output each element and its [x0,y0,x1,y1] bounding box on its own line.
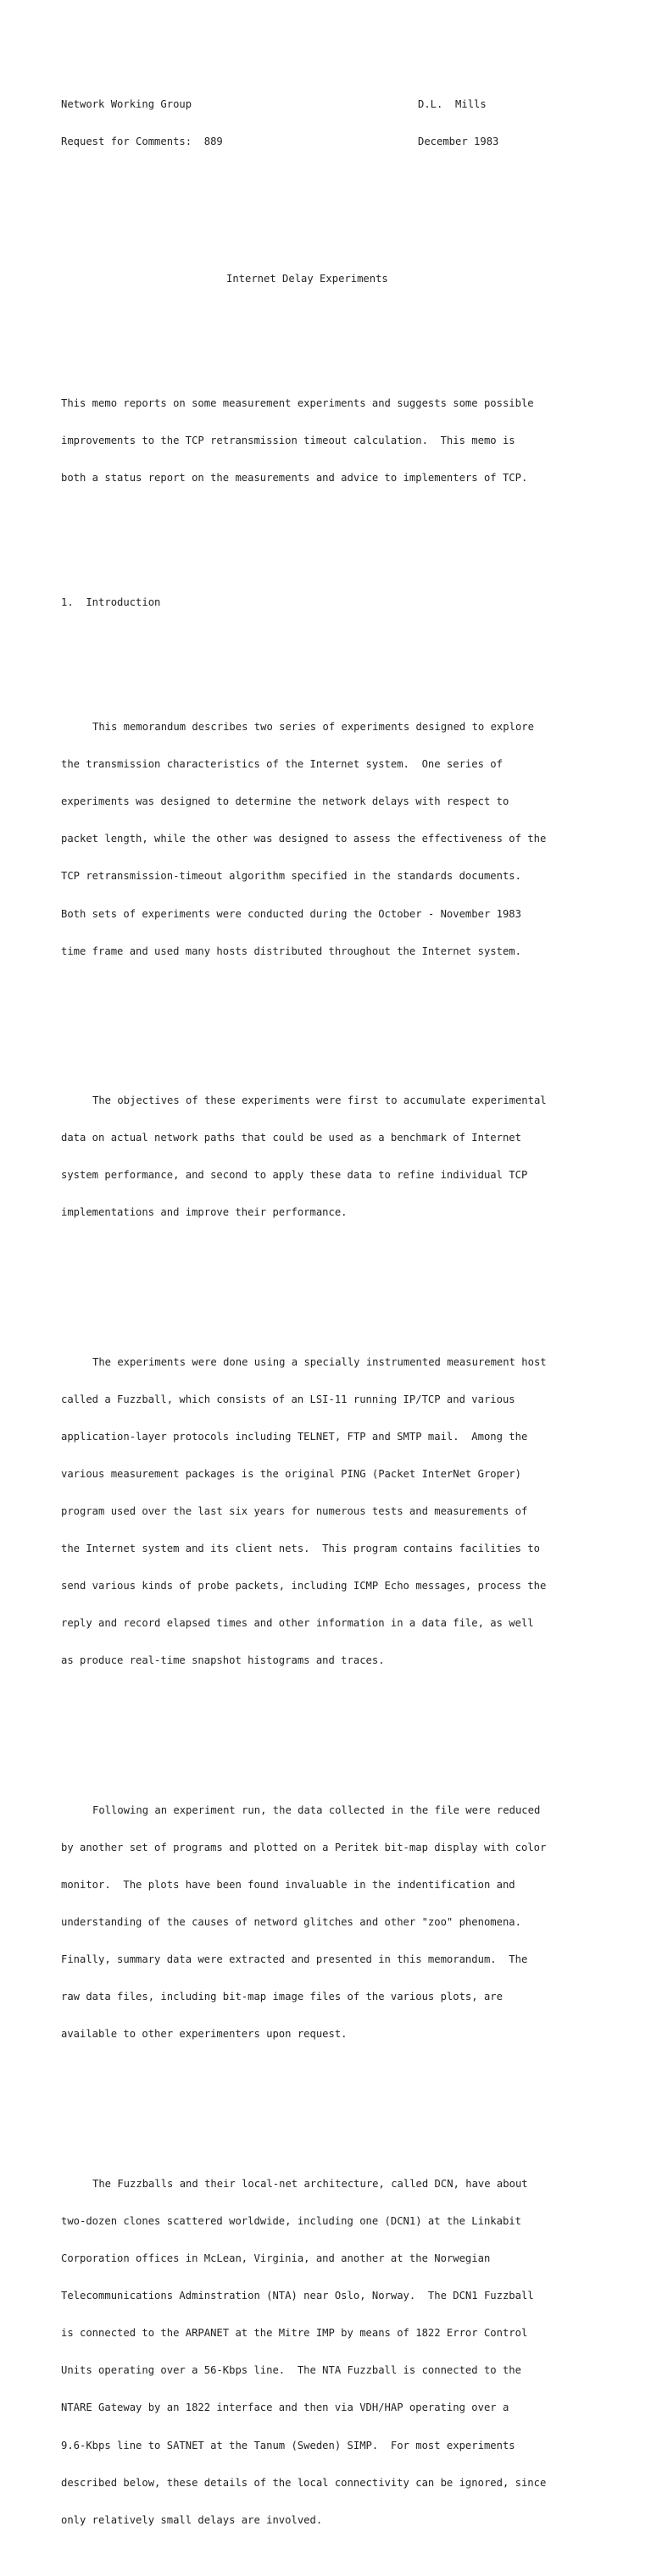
paragraph-4 [61,1779,587,2065]
text-line: Units operating over a 56-Kbps line. The NTA Fuzzball is connected to the [61,2364,521,2377]
spacer [61,2103,587,2116]
text-line: both a status report on the measurements and advice to implementers of TCP. [61,472,528,485]
text-line: The Fuzzballs and their local-net architecture, called DCN, have about [92,2177,528,2190]
paragraph-2 [61,1070,587,1244]
text-line: monitor. The plots have been found invaluable in the indentification and [61,1879,515,1892]
text-line: system performance, and second to apply these data to refine individual TCP [61,1169,528,1182]
text-line: raw data files, including bit-map image files of the various plots, are [61,1991,503,2003]
spacer [61,323,587,335]
spacer [61,223,587,235]
rfc-number: Request for Comments: 889 [61,136,223,148]
text-line: TCP retransmission-timeout algorithm specified in the standards documents. [61,870,521,883]
text-line: send various kinds of probe packets, including ICMP Echo messages, process the [61,1580,547,1593]
text-line: understanding of the causes of netword glitches and other "zoo" phenomena. [61,1916,521,1929]
text-line: various measurement packages is the original PING (Packet InterNet Groper) [61,1468,521,1481]
spacer [61,546,587,559]
text-line: two-dozen clones scattered worldwide, including one (DCN1) at the Linkabit [61,2214,521,2227]
text-line: reply and record elapsed times and other information in a data file, as well [61,1617,534,1630]
text-line: the transmission characteristics of the Internet system. One series of [61,758,503,771]
text-line: described below, these details of the local connectivity can be ignored, since [61,2476,547,2489]
text-line: called a Fuzzball, which consists of an LSI-11 running IP/TCP and various [61,1393,515,1405]
paragraph-5 [61,2152,587,2551]
text-line: implementations and improve their performance. [61,1206,348,1219]
text-line: This memorandum describes two series of experiments designed to explore [92,721,534,734]
author-name: D.L. Mills [418,98,487,111]
header-row-2 [61,136,587,148]
text-line: The objectives of these experiments were first to accumulate experimental [92,1094,547,1107]
text-line: program used over the last six years for numerous tests and measurements of [61,1505,528,1518]
text-line: by another set of programs and plotted on a Peritek bit-map display with color [61,1841,547,1853]
spacer [61,1020,587,1033]
spacer [61,646,587,659]
text-line: Finally, summary data were extracted and presented in this memorandum. The [61,1953,528,1966]
text-line: is connected to the ARPANET at the Mitre IMP by means of 1822 Error Control [61,2327,528,2340]
spacer [61,1730,587,1742]
rfc-page [61,61,587,2576]
text-line: The experiments were done using a specially instrumented measurement host [92,1355,547,1368]
text-line: Both sets of experiments were conducted during the October - November 1983 [61,907,521,920]
text-line: as produce real-time snapshot histograms and traces. [61,1654,385,1667]
text-line: application-layer protocols including TELNET, FTP and SMTP mail. Among the [61,1430,528,1443]
text-line: time frame and used many hosts distributed throughout the Internet system. [61,945,521,957]
text-line: experiments was designed to determine the network delays with respect to [61,795,509,808]
text-line: available to other experimenters upon request. [61,2028,348,2041]
text-line: 9.6-Kbps line to SATNET at the Tanum (Sweden) SIMP. For most experiments [61,2439,515,2451]
paragraph-3 [61,1331,587,1692]
text-line: the Internet system and its client nets. This program contains facilities to [61,1543,540,1555]
text-line: Following an experiment run, the data collected in the file were reduced [92,1803,541,1816]
text-line: packet length, while the other was designed to assess the effectiveness of the [61,833,547,845]
publication-date: December 1983 [418,136,499,148]
text-line: improvements to the TCP retransmission timeout calculation. This memo is [61,434,515,446]
text-line: Corporation offices in McLean, Virginia, and another at the Norwegian [61,2252,491,2265]
working-group-label: Network Working Group [61,98,192,111]
text-line: NTARE Gateway by an 1822 interface and then via VDH/HAP operating over a [61,2401,509,2414]
spacer [61,1282,587,1294]
spacer [61,186,587,198]
abstract-paragraph [61,372,587,509]
text-line: only relatively small delays are involved. [61,2513,323,2526]
section-heading: 1. Introduction [61,596,161,609]
header-row-1 [61,98,587,111]
text-line: Telecommunications Adminstration (NTA) near Oslo, Norway. The DCN1 Fuzzball [61,2290,534,2302]
text-line: This memo reports on some measurement experiments and suggests some possible [61,396,534,409]
text-line: data on actual network paths that could be used as a benchmark of Internet [61,1132,521,1144]
paragraph-1 [61,696,587,983]
document-title: Internet Delay Experiments [226,272,388,285]
